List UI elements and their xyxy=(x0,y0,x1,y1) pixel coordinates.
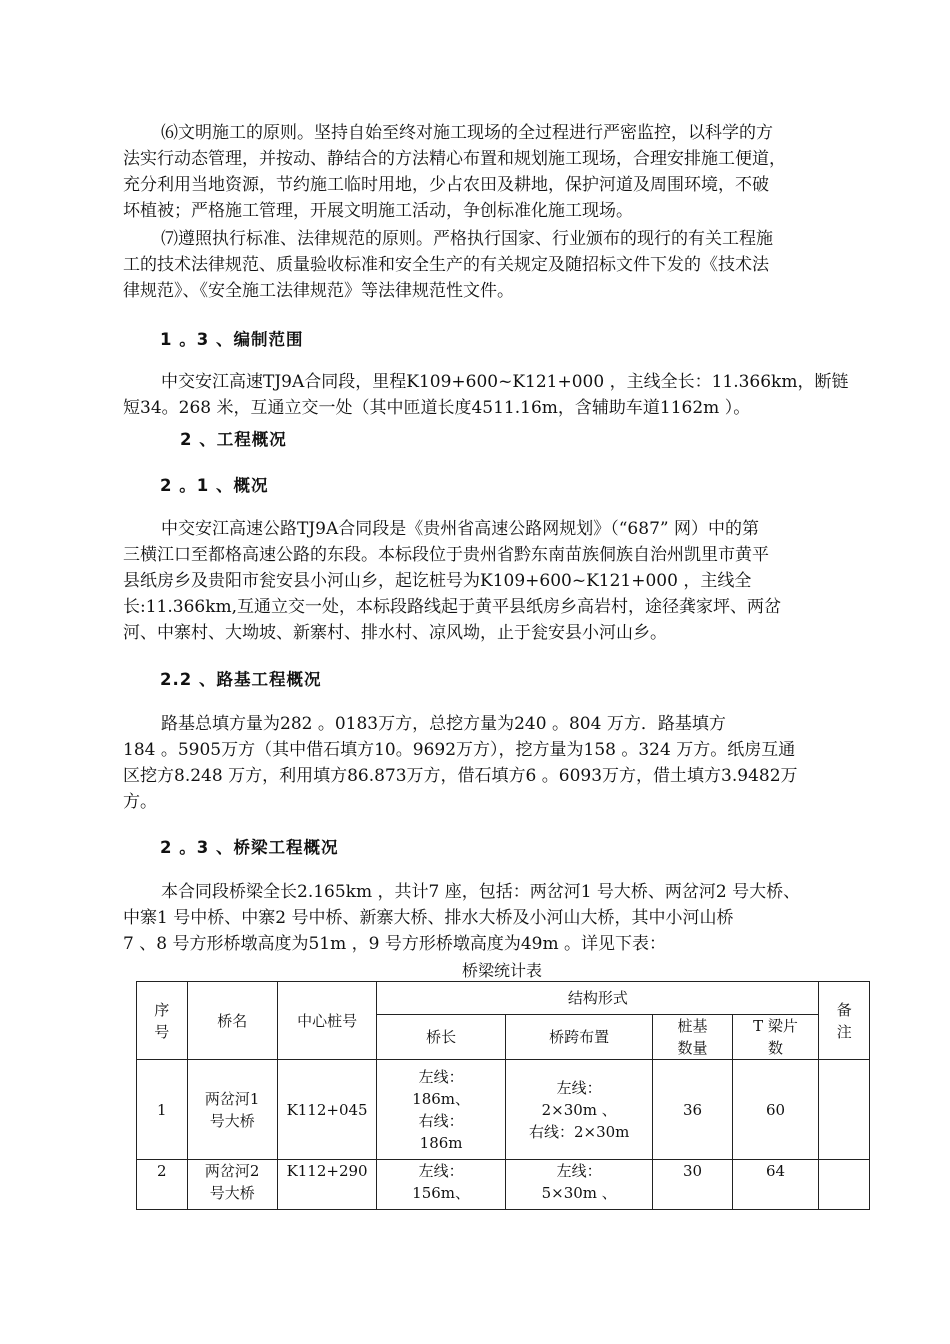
text-line: 中交安江高速TJ9A合同段，里程K109+600~K121+000 ，主线全长：11.366km，断链 xyxy=(161,372,849,392)
cell-bridge-name: 两岔河1 号大桥 xyxy=(187,1060,277,1160)
header-structure-form: 结构形式 xyxy=(377,982,819,1015)
header-span-layout: 桥跨布置 xyxy=(505,1015,653,1060)
cell-bridge-name: 两岔河2 号大桥 xyxy=(187,1160,277,1210)
header-tbeam-count: T 梁片 数 xyxy=(732,1015,819,1060)
bridge-statistics-table xyxy=(136,981,870,1210)
cell-span-layout: 左线： 5×30m 、 xyxy=(505,1160,653,1210)
text-line: 方。 xyxy=(123,792,157,812)
table-row xyxy=(137,1060,870,1160)
cell-span-layout: 左线： 2×30m 、 右线：2×30m xyxy=(505,1060,653,1160)
paragraph-standards-principle xyxy=(123,226,858,304)
paragraph-civilized-construction xyxy=(123,120,858,224)
paragraph-overview xyxy=(123,516,858,646)
text-line: 坏植被；严格施工管理，开展文明施工活动，争创标准化施工现场。 xyxy=(123,201,633,221)
text-line: ⑺遵照执行标准、法律规范的原则。严格执行国家、行业颁布的现行的有关工程施 xyxy=(161,229,773,249)
heading-project-overview: 2 、工程概况 xyxy=(180,430,287,449)
cell-pile-count: 30 xyxy=(653,1160,732,1210)
paragraph-scope xyxy=(123,369,858,421)
header-bridge-name: 桥名 xyxy=(187,982,277,1060)
table-header-row xyxy=(137,982,870,1015)
text-line: 路基总填方量为282 。0183万方，总挖方量为240 。804 万方．路基填方 xyxy=(161,714,726,734)
table-row xyxy=(137,1160,870,1210)
cell-bridge-length: 左线： 186m、 右线： 186m xyxy=(377,1060,506,1160)
text-line: 县纸房乡及贵阳市瓮安县小河山乡，起讫桩号为K109+600~K121+000 ，主线全 xyxy=(123,571,752,591)
heading-overview: 2 。1 、概况 xyxy=(160,476,269,495)
table-caption: 桥梁统计表 xyxy=(461,961,542,980)
text-line: 河、中寨村、大坳坡、新寨村、排水村、凉风坳，止于瓮安县小河山乡。 xyxy=(123,623,667,643)
heading-roadbed-overview: 2.2 、路基工程概况 xyxy=(160,670,322,689)
cell-tbeam-count: 64 xyxy=(732,1160,819,1210)
text-line: 三横江口至都格高速公路的东段。本标段位于贵州省黔东南苗族侗族自治州凯里市黄平 xyxy=(123,545,769,565)
paragraph-bridge xyxy=(123,879,858,957)
cell-center-stake: K112+045 xyxy=(277,1060,376,1160)
text-line: ⑹文明施工的原则。坚持自始至终对施工现场的全过程进行严密监控，以科学的方 xyxy=(161,123,773,143)
cell-remark xyxy=(819,1060,870,1160)
heading-compile-scope: 1 。3 、编制范围 xyxy=(160,330,304,349)
text-line: 法实行动态管理，并按动、静结合的方法精心布置和规划施工现场，合理安排施工便道， xyxy=(123,149,786,169)
text-line: 长:11.366km,互通立交一处，本标段路线起于黄平县纸房乡高岩村，途径龚家坪、两岔 xyxy=(123,597,782,617)
cell-no: 2 xyxy=(137,1160,188,1210)
cell-pile-count: 36 xyxy=(653,1060,732,1160)
header-no: 序 号 xyxy=(137,982,188,1060)
text-line: 184 。5905万方（其中借石填方10。9692万方），挖方量为158 。324 万方。纸房互通 xyxy=(123,740,796,760)
text-line: 工的技术法律规范、质量验收标准和安全生产的有关规定及随招标文件下发的《技术法 xyxy=(123,255,769,275)
text-line: 区挖方8.248 万方，利用填方86.873万方，借石填方6 。6093万方，借土填方3.9482万 xyxy=(123,766,798,786)
text-line: 本合同段桥梁全长2.165km ，共计7 座，包括：两岔河1 号大桥、两岔河2 号大桥、 xyxy=(161,882,801,902)
text-line: 短34。268 米，互通立交一处（其中匝道长度4511.16m，含辅助车道1162m ）。 xyxy=(123,398,751,418)
header-remark: 备 注 xyxy=(819,982,870,1060)
heading-bridge-overview: 2 。3 、桥梁工程概况 xyxy=(160,838,339,857)
cell-tbeam-count: 60 xyxy=(732,1060,819,1160)
text-line: 充分利用当地资源，节约施工临时用地，少占农田及耕地，保护河道及周围环境，不破 xyxy=(123,175,769,195)
header-pile-count: 桩基 数量 xyxy=(653,1015,732,1060)
header-center-stake: 中心桩号 xyxy=(277,982,376,1060)
text-line: 7 、8 号方形桥墩高度为51m ，9 号方形桥墩高度为49m 。详见下表： xyxy=(123,934,666,954)
text-line: 中寨1 号中桥、中寨2 号中桥、新寨大桥、排水大桥及小河山大桥，其中小河山桥 xyxy=(123,908,734,928)
cell-no: 1 xyxy=(137,1060,188,1160)
header-bridge-length: 桥长 xyxy=(377,1015,506,1060)
paragraph-roadbed xyxy=(123,711,858,815)
cell-bridge-length: 左线： 156m、 xyxy=(377,1160,506,1210)
cell-center-stake: K112+290 xyxy=(277,1160,376,1210)
text-line: 中交安江高速公路TJ9A合同段是《贵州省高速公路网规划》（“687” 网）中的第 xyxy=(161,519,759,539)
text-line: 律规范》、《安全施工法律规范》等法律规范性文件。 xyxy=(123,281,514,301)
cell-remark xyxy=(819,1160,870,1210)
